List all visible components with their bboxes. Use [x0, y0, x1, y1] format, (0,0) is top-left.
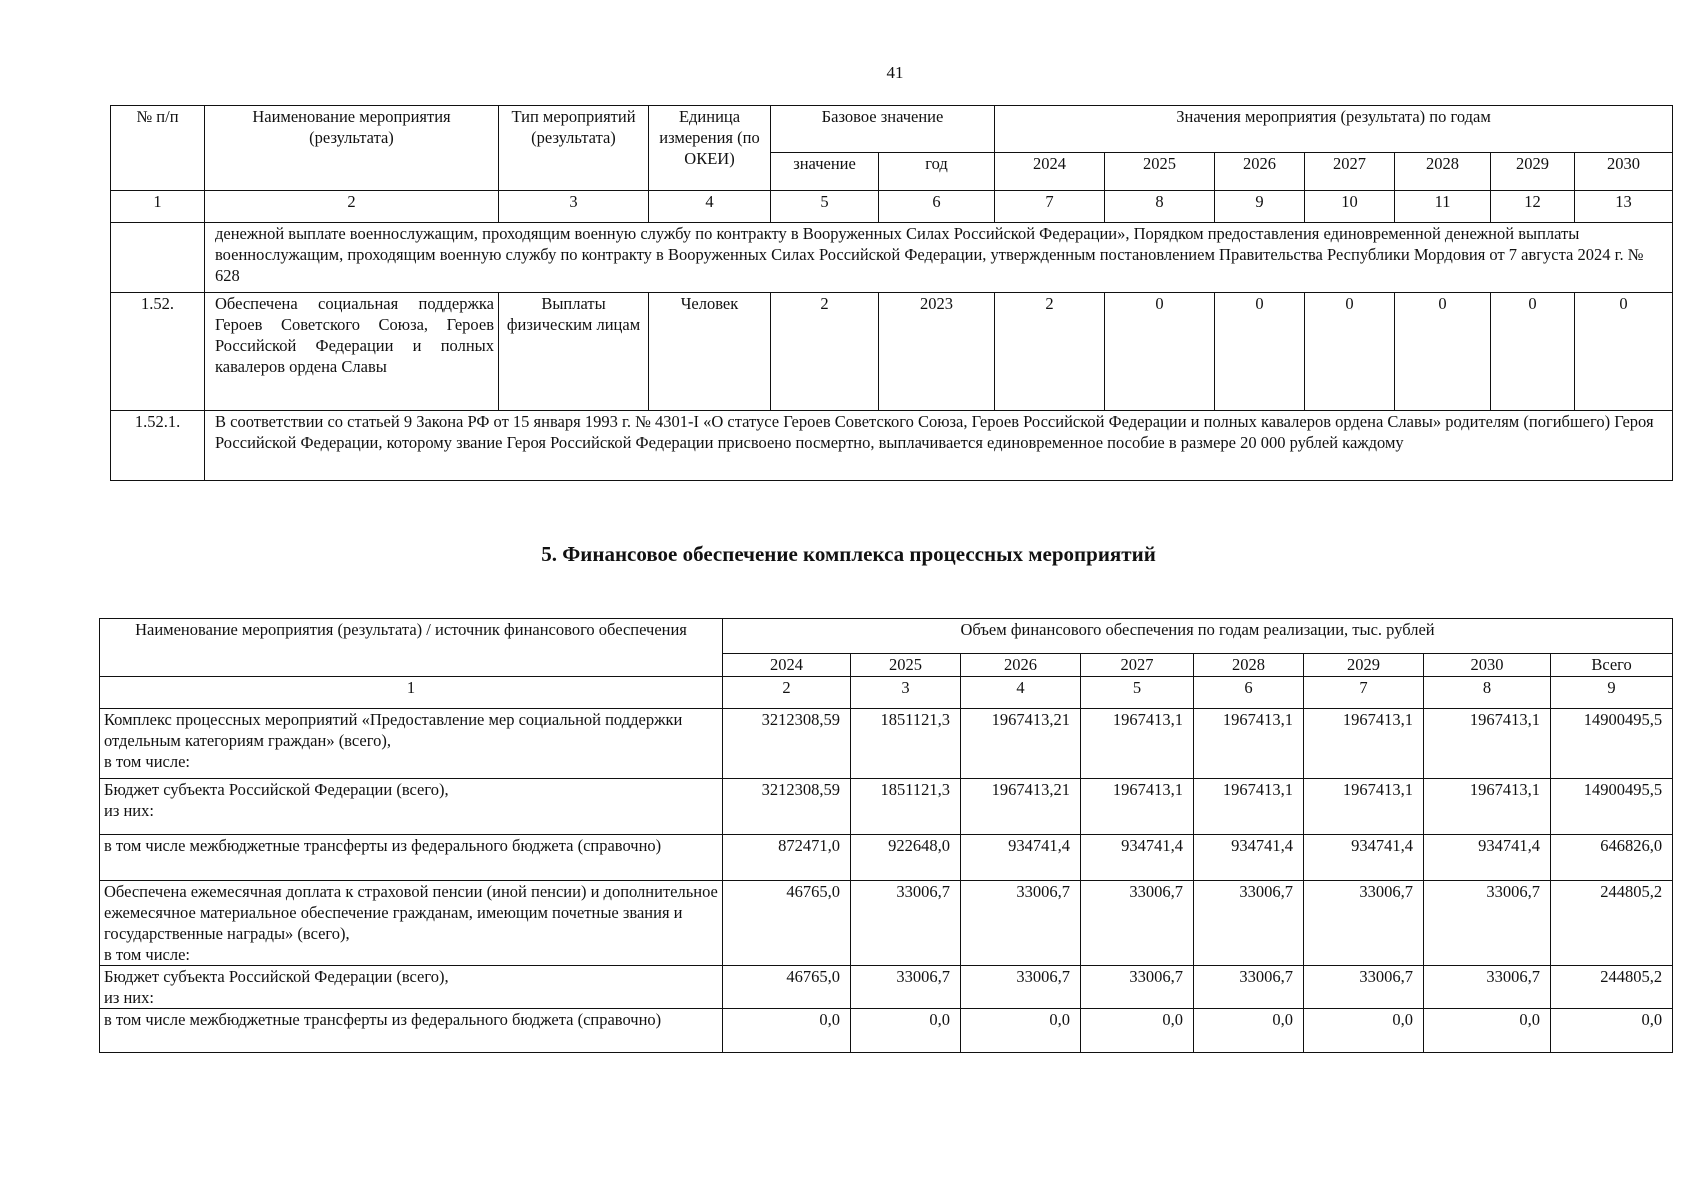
row-value: 33006,7 — [1304, 881, 1424, 966]
row-value: 0,0 — [1194, 1009, 1304, 1053]
row-value: 1967413,1 — [1424, 779, 1551, 835]
continuation-text: денежной выплате военнослужащим, проходящим военную службу по контракту в Вооруженных Силах Российской Федерации», Порядком предоставления единовременной денежной выплаты военнослужащим, проходящим военную службу по контракту в Вооруженных Силах Российской Федерации, утвержденным постановлением Правительства Республики Мордовия от 7 августа 2024 г. № 628 — [205, 223, 1673, 293]
row-total: 244805,2 — [1551, 966, 1673, 1009]
row-name: в том числе межбюджетные трансферты из федерального бюджета (справочно) — [100, 1009, 723, 1053]
row-num: 1.52. — [111, 293, 205, 411]
row-base-value: 2 — [771, 293, 879, 411]
col-number: 9 — [1551, 677, 1673, 709]
row-value: 934741,4 — [1304, 835, 1424, 881]
row-total: 14900495,5 — [1551, 779, 1673, 835]
row-value: 934741,4 — [961, 835, 1081, 881]
row-year-value: 2 — [995, 293, 1105, 411]
page-number: 41 — [886, 63, 904, 82]
row-name: Комплекс процессных мероприятий «Предоставление мер социальной поддержки отдельным категориям граждан» (всего), в том числе: — [100, 709, 723, 779]
header-type: Тип мероприятий (результата) — [499, 106, 649, 191]
table-row — [100, 881, 1673, 966]
financing-table — [99, 618, 1673, 1053]
col-number: 2 — [723, 677, 851, 709]
row-value: 33006,7 — [1304, 966, 1424, 1009]
col-number: 6 — [879, 191, 995, 223]
header-name: Наименование мероприятия (результата) — [205, 106, 499, 191]
row-value: 0,0 — [1081, 1009, 1194, 1053]
row-value: 33006,7 — [961, 881, 1081, 966]
row-unit: Человек — [649, 293, 771, 411]
row-value: 1851121,3 — [851, 709, 961, 779]
row-value: 1851121,3 — [851, 779, 961, 835]
header-year-col: 2028 — [1395, 153, 1491, 191]
row-year-value: 0 — [1575, 293, 1673, 411]
row-value: 1967413,1 — [1424, 709, 1551, 779]
row-value: 3212308,59 — [723, 779, 851, 835]
table-row — [100, 779, 1673, 835]
row-name: Бюджет субъекта Российской Федерации (всего), из них: — [100, 966, 723, 1009]
row-value: 934741,4 — [1194, 835, 1304, 881]
col-number: 1 — [100, 677, 723, 709]
row-value: 1967413,1 — [1194, 709, 1304, 779]
row-year-value: 0 — [1105, 293, 1215, 411]
row-value: 934741,4 — [1424, 835, 1551, 881]
row-value: 33006,7 — [1081, 881, 1194, 966]
header-year-col: 2025 — [1105, 153, 1215, 191]
row-value: 33006,7 — [961, 966, 1081, 1009]
col-number: 10 — [1305, 191, 1395, 223]
col-number: 4 — [649, 191, 771, 223]
row-name: Обеспечена ежемесячная доплата к страховой пенсии (иной пенсии) и дополнительное ежемесячное материальное обеспечение гражданам, имеющим почетные звания и государственные награды» (всего), в том числе: — [100, 881, 723, 966]
row-value: 0,0 — [851, 1009, 961, 1053]
col-number: 5 — [771, 191, 879, 223]
results-table — [110, 105, 1673, 481]
row-value: 1967413,1 — [1304, 709, 1424, 779]
row-name: в том числе межбюджетные трансферты из федерального бюджета (справочно) — [100, 835, 723, 881]
table-row — [100, 835, 1673, 881]
row-value: 0,0 — [723, 1009, 851, 1053]
col-number: 3 — [499, 191, 649, 223]
col-number: 8 — [1424, 677, 1551, 709]
row-value: 1967413,1 — [1081, 779, 1194, 835]
header-year-col: 2027 — [1305, 153, 1395, 191]
row-value: 1967413,1 — [1194, 779, 1304, 835]
col-number: 7 — [995, 191, 1105, 223]
row-name: Бюджет субъекта Российской Федерации (всего), из них: — [100, 779, 723, 835]
row-base-year: 2023 — [879, 293, 995, 411]
row-value: 0,0 — [1424, 1009, 1551, 1053]
row-value: 46765,0 — [723, 881, 851, 966]
header-year-col: 2030 — [1424, 654, 1551, 677]
header-year-col: 2026 — [961, 654, 1081, 677]
row-num: 1.52.1. — [111, 411, 205, 481]
col-number: 1 — [111, 191, 205, 223]
row-value: 33006,7 — [1424, 966, 1551, 1009]
header-year-col: 2026 — [1215, 153, 1305, 191]
row-year-value: 0 — [1215, 293, 1305, 411]
row-year-value: 0 — [1395, 293, 1491, 411]
continuation-num-cell — [111, 223, 205, 293]
row-value: 922648,0 — [851, 835, 961, 881]
col-number: 3 — [851, 677, 961, 709]
header-name: Наименование мероприятия (результата) / источник финансового обеспечения — [100, 619, 723, 677]
header-years-title: Значения мероприятия (результата) по годам — [995, 106, 1673, 153]
header-total: Всего — [1551, 654, 1673, 677]
row-total: 244805,2 — [1551, 881, 1673, 966]
table-row — [100, 709, 1673, 779]
col-number: 11 — [1395, 191, 1491, 223]
col-number: 9 — [1215, 191, 1305, 223]
row-value: 33006,7 — [851, 966, 961, 1009]
col-number: 6 — [1194, 677, 1304, 709]
row-value: 872471,0 — [723, 835, 851, 881]
row-type: Выплаты физическим лицам — [499, 293, 649, 411]
header-year-col: 2027 — [1081, 654, 1194, 677]
header-year-col: 2029 — [1491, 153, 1575, 191]
financing-rows — [100, 709, 1673, 1053]
header-year-col: 2024 — [995, 153, 1105, 191]
row-value: 46765,0 — [723, 966, 851, 1009]
row-value: 33006,7 — [1424, 881, 1551, 966]
row-total: 14900495,5 — [1551, 709, 1673, 779]
table-row — [100, 966, 1673, 1009]
row-value: 1967413,1 — [1081, 709, 1194, 779]
col-number: 5 — [1081, 677, 1194, 709]
header-value: значение — [771, 153, 879, 191]
col-number: 12 — [1491, 191, 1575, 223]
header-year-col: 2029 — [1304, 654, 1424, 677]
row-year-value: 0 — [1491, 293, 1575, 411]
section-heading: 5. Финансовое обеспечение комплекса процессных мероприятий — [541, 542, 1156, 566]
header-year-col: 2028 — [1194, 654, 1304, 677]
row-value: 934741,4 — [1081, 835, 1194, 881]
row-value: 33006,7 — [1081, 966, 1194, 1009]
header-base: Базовое значение — [771, 106, 995, 153]
row-name: Обеспечена социальная поддержка Героев Советского Союза, Героев Российской Федерации и полных кавалеров ордена Славы — [205, 293, 499, 411]
row-value: 1967413,21 — [961, 709, 1081, 779]
col-number: 8 — [1105, 191, 1215, 223]
header-year: год — [879, 153, 995, 191]
header-year-col: 2025 — [851, 654, 961, 677]
row-value: 1967413,21 — [961, 779, 1081, 835]
table-row — [100, 1009, 1673, 1053]
col-number: 13 — [1575, 191, 1673, 223]
header-num: № п/п — [111, 106, 205, 191]
row-value: 0,0 — [961, 1009, 1081, 1053]
row-total: 646826,0 — [1551, 835, 1673, 881]
col-number: 7 — [1304, 677, 1424, 709]
row-value: 0,0 — [1304, 1009, 1424, 1053]
row-value: 33006,7 — [851, 881, 961, 966]
row-value: 1967413,1 — [1304, 779, 1424, 835]
row-description: В соответствии со статьей 9 Закона РФ от 15 января 1993 г. № 4301-I «О статусе Героев Советского Союза, Героев Российской Федерации и полных кавалеров ордена Славы» родителям (погибшего) Героя Российской Федерации, которому звание Героя Российской Федерации присвоено посмертно, выплачивается единовременное пособие в размере 20 000 рублей каждому — [205, 411, 1673, 481]
header-volume: Объем финансового обеспечения по годам реализации, тыс. рублей — [723, 619, 1673, 654]
col-number: 4 — [961, 677, 1081, 709]
row-value: 3212308,59 — [723, 709, 851, 779]
row-value: 33006,7 — [1194, 881, 1304, 966]
row-value: 33006,7 — [1194, 966, 1304, 1009]
header-year-col: 2024 — [723, 654, 851, 677]
header-unit: Единица измерения (по ОКЕИ) — [649, 106, 771, 191]
header-year-col: 2030 — [1575, 153, 1673, 191]
col-number: 2 — [205, 191, 499, 223]
row-year-value: 0 — [1305, 293, 1395, 411]
row-total: 0,0 — [1551, 1009, 1673, 1053]
